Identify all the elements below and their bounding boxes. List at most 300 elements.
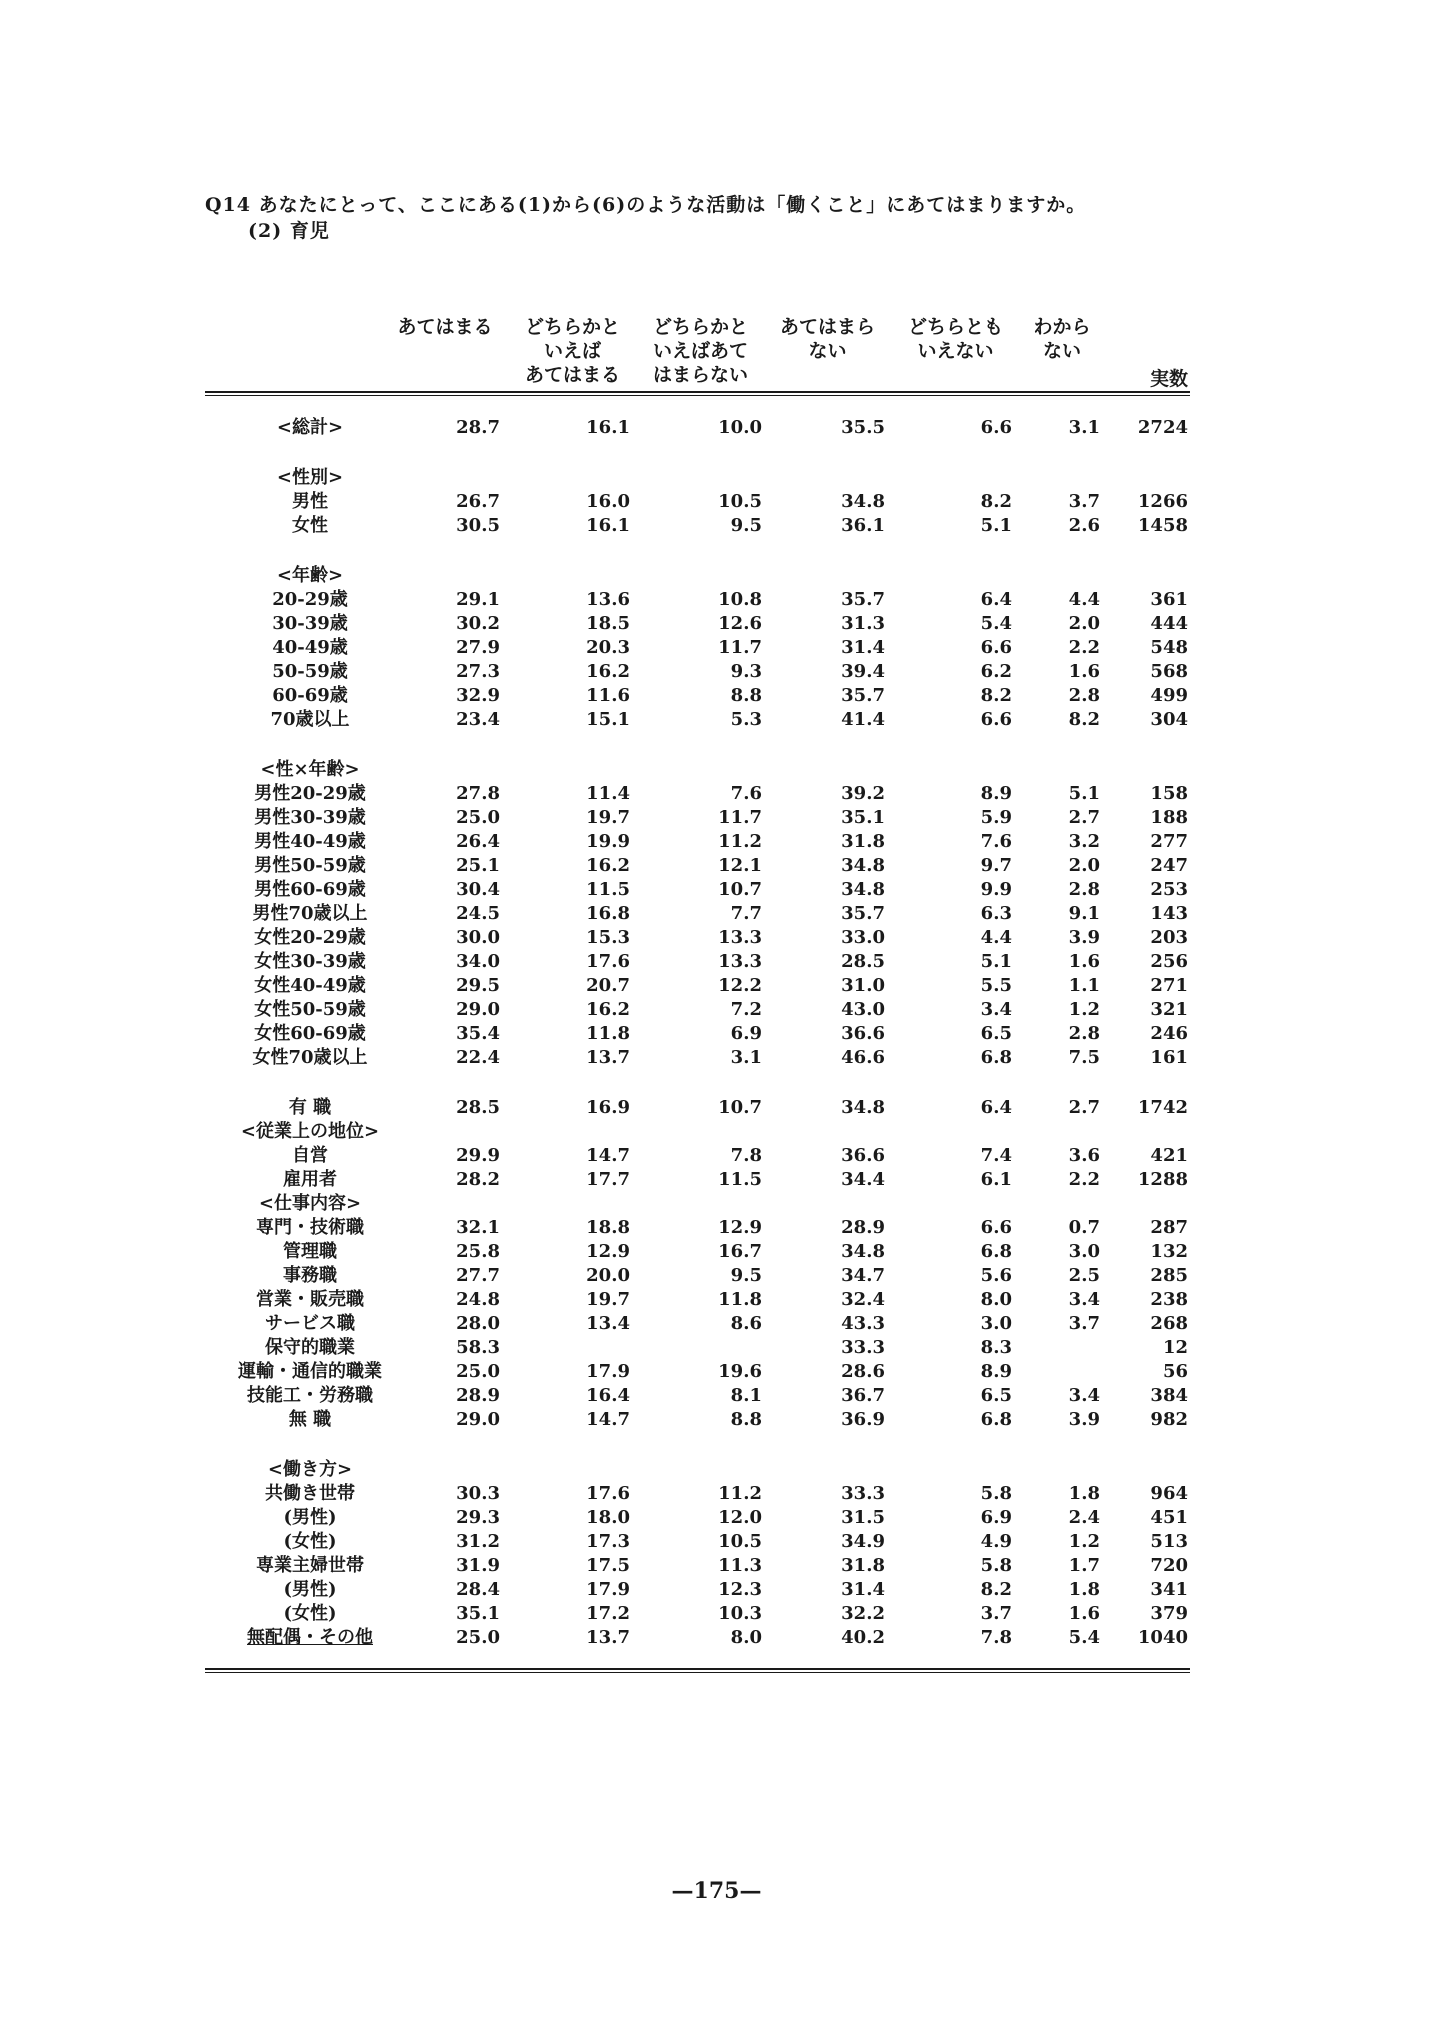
percent-cell: 3.0 [980, 1313, 1012, 1334]
percent-cell: 28.6 [841, 1361, 885, 1382]
percent-cell: 33.0 [841, 927, 885, 948]
percent-cell: 6.8 [980, 1047, 1012, 1068]
table-row [0, 1240, 1433, 1264]
percent-cell: 29.9 [456, 1145, 500, 1166]
percent-cell: 1.8 [1068, 1483, 1100, 1504]
percent-cell: 1.6 [1068, 661, 1100, 682]
percent-cell: 7.4 [980, 1145, 1012, 1166]
column-header-line: わから [1033, 316, 1091, 338]
percent-cell: 28.7 [456, 417, 500, 438]
table-row [0, 1264, 1433, 1288]
percent-cell: 19.7 [586, 807, 630, 828]
percent-cell: 31.4 [841, 1579, 885, 1600]
percent-cell: 16.4 [586, 1385, 630, 1406]
table-row [0, 636, 1433, 660]
row-label: 男性 [292, 491, 328, 512]
percent-cell: 2.2 [1068, 1169, 1100, 1190]
table-row [0, 950, 1433, 974]
count-cell: 143 [1150, 903, 1188, 924]
percent-cell: 3.7 [980, 1603, 1012, 1624]
percent-cell: 1.2 [1068, 1531, 1100, 1552]
table-row [0, 758, 1433, 782]
percent-cell: 34.8 [841, 855, 885, 876]
row-label: 専業主婦世帯 [256, 1555, 364, 1576]
percent-cell: 13.4 [586, 1313, 630, 1334]
row-label: 男性20-29歳 [254, 783, 366, 804]
percent-cell: 1.1 [1068, 975, 1100, 996]
column-header-line: ない [808, 340, 847, 362]
percent-cell: 11.7 [718, 807, 762, 828]
percent-cell: 29.0 [456, 1409, 500, 1430]
percent-cell: 2.6 [1068, 515, 1100, 536]
row-label: 運輸・通信的職業 [238, 1361, 382, 1382]
percent-cell: 10.3 [718, 1603, 762, 1624]
column-header-line: どちらかと [524, 316, 620, 338]
percent-cell: 12.3 [718, 1579, 762, 1600]
percent-cell: 4.4 [980, 927, 1012, 948]
percent-cell: 46.6 [841, 1047, 885, 1068]
table-row [0, 1530, 1433, 1554]
percent-cell: 7.7 [730, 903, 762, 924]
column-header-line: あてはまる [524, 364, 620, 386]
percent-cell: 4.4 [1068, 589, 1100, 610]
percent-cell: 16.1 [586, 515, 630, 536]
percent-cell: 5.3 [730, 709, 762, 730]
percent-cell: 43.3 [841, 1313, 885, 1334]
percent-cell: 25.0 [456, 1627, 500, 1648]
row-label: (女性) [283, 1603, 337, 1624]
table-row [0, 416, 1433, 440]
count-cell: 379 [1150, 1603, 1188, 1624]
table-row [0, 1360, 1433, 1384]
count-cell: 188 [1150, 807, 1188, 828]
percent-cell: 10.7 [718, 879, 762, 900]
count-cell: 1458 [1137, 515, 1188, 536]
percent-cell: 31.2 [456, 1531, 500, 1552]
column-header-count: 実数 [1149, 368, 1188, 390]
count-cell: 1040 [1137, 1627, 1188, 1648]
table-row [0, 854, 1433, 878]
percent-cell: 14.7 [586, 1409, 630, 1430]
column-header-line: いえば [543, 340, 601, 362]
percent-cell: 19.7 [586, 1289, 630, 1310]
percent-cell: 25.0 [456, 1361, 500, 1382]
column-header-line: いえばあて [652, 340, 748, 362]
percent-cell: 8.1 [730, 1385, 762, 1406]
percent-cell: 17.9 [586, 1361, 630, 1382]
percent-cell: 23.4 [456, 709, 500, 730]
percent-cell: 12.0 [718, 1507, 762, 1528]
percent-cell: 34.8 [841, 1097, 885, 1118]
percent-cell: 10.5 [718, 491, 762, 512]
percent-cell: 17.6 [586, 951, 630, 972]
percent-cell: 29.5 [456, 975, 500, 996]
count-cell: 421 [1150, 1145, 1188, 1166]
table-row [0, 902, 1433, 926]
column-header-line: あてはまら [779, 316, 875, 338]
table-row [0, 1144, 1433, 1168]
percent-cell: 6.5 [980, 1385, 1012, 1406]
percent-cell: 2.7 [1068, 807, 1100, 828]
table-row [0, 1408, 1433, 1432]
row-label: 女性70歳以上 [252, 1047, 368, 1068]
percent-cell: 8.0 [980, 1289, 1012, 1310]
percent-cell: 16.8 [586, 903, 630, 924]
percent-cell: 33.3 [841, 1337, 885, 1358]
percent-cell: 3.7 [1068, 491, 1100, 512]
count-cell: 964 [1150, 1483, 1188, 1504]
percent-cell: 39.2 [841, 783, 885, 804]
percent-cell: 30.3 [456, 1483, 500, 1504]
percent-cell: 6.4 [980, 589, 1012, 610]
page-number: —175— [671, 1878, 762, 1904]
percent-cell: 30.5 [456, 515, 500, 536]
table-row [0, 1336, 1433, 1360]
percent-cell: 16.2 [586, 855, 630, 876]
column-header-line: あてはまる [397, 316, 493, 338]
percent-cell: 13.3 [718, 951, 762, 972]
percent-cell: 6.6 [980, 1217, 1012, 1238]
percent-cell: 35.7 [841, 589, 885, 610]
percent-cell: 29.0 [456, 999, 500, 1020]
percent-cell: 11.2 [718, 1483, 762, 1504]
table-row [0, 926, 1433, 950]
table-row [0, 1578, 1433, 1602]
percent-cell: 26.7 [456, 491, 500, 512]
table-row [0, 490, 1433, 514]
percent-cell: 12.9 [718, 1217, 762, 1238]
count-cell: 304 [1150, 709, 1188, 730]
table-row [0, 588, 1433, 612]
percent-cell: 31.9 [456, 1555, 500, 1576]
percent-cell: 4.9 [980, 1531, 1012, 1552]
row-label: 20-29歳 [272, 589, 348, 610]
percent-cell: 8.9 [980, 1361, 1012, 1382]
row-label: <性×年齢> [260, 759, 360, 780]
table-row [0, 1120, 1433, 1144]
row-label: 専門・技術職 [256, 1217, 364, 1238]
percent-cell: 8.2 [980, 685, 1012, 706]
percent-cell: 8.2 [980, 1579, 1012, 1600]
percent-cell: 11.5 [586, 879, 630, 900]
row-label: 30-39歳 [272, 613, 348, 634]
percent-cell: 16.7 [718, 1241, 762, 1262]
row-label: 男性70歳以上 [252, 903, 368, 924]
row-label: 60-69歳 [272, 685, 348, 706]
percent-cell: 32.2 [841, 1603, 885, 1624]
percent-cell: 36.7 [841, 1385, 885, 1406]
column-header-line: どちらかと [652, 316, 748, 338]
count-cell: 246 [1150, 1023, 1188, 1044]
table-row [0, 684, 1433, 708]
count-cell: 247 [1150, 855, 1188, 876]
percent-cell: 35.1 [841, 807, 885, 828]
percent-cell: 34.8 [841, 1241, 885, 1262]
percent-cell: 2.0 [1068, 613, 1100, 634]
percent-cell: 12.2 [718, 975, 762, 996]
percent-cell: 2.8 [1068, 1023, 1100, 1044]
percent-cell: 7.6 [980, 831, 1012, 852]
percent-cell: 6.6 [980, 417, 1012, 438]
row-label: 男性50-59歳 [254, 855, 366, 876]
row-label: (男性) [283, 1579, 337, 1600]
table-row [0, 1046, 1433, 1070]
percent-cell: 10.7 [718, 1097, 762, 1118]
table-row [0, 612, 1433, 636]
percent-cell: 5.1 [980, 951, 1012, 972]
percent-cell: 39.4 [841, 661, 885, 682]
percent-cell: 10.5 [718, 1531, 762, 1552]
row-label: 女性50-59歳 [254, 999, 366, 1020]
percent-cell: 5.6 [980, 1265, 1012, 1286]
table-row [0, 974, 1433, 998]
row-label: (男性) [283, 1507, 337, 1528]
percent-cell: 12.9 [586, 1241, 630, 1262]
percent-cell: 35.4 [456, 1023, 500, 1044]
count-cell: 499 [1150, 685, 1188, 706]
percent-cell: 25.1 [456, 855, 500, 876]
percent-cell: 3.4 [1068, 1289, 1100, 1310]
percent-cell: 1.6 [1068, 1603, 1100, 1624]
table-row [0, 1458, 1433, 1482]
count-cell: 548 [1150, 637, 1188, 658]
percent-cell: 19.6 [718, 1361, 762, 1382]
table-row [0, 1384, 1433, 1408]
percent-cell: 17.2 [586, 1603, 630, 1624]
column-header-line: ない [1042, 340, 1081, 362]
count-cell: 56 [1162, 1361, 1188, 1382]
percent-cell: 5.1 [980, 515, 1012, 536]
count-cell: 253 [1150, 879, 1188, 900]
column-header-line: はまらない [652, 364, 748, 386]
percent-cell: 36.6 [841, 1023, 885, 1044]
percent-cell: 31.8 [841, 831, 885, 852]
row-label: 無配偶・その他 [247, 1627, 373, 1648]
row-label: 女性30-39歳 [254, 951, 366, 972]
percent-cell: 16.2 [586, 999, 630, 1020]
count-cell: 268 [1150, 1313, 1188, 1334]
count-cell: 1288 [1137, 1169, 1188, 1190]
percent-cell: 32.9 [456, 685, 500, 706]
percent-cell: 13.7 [586, 1627, 630, 1648]
row-label: 自営 [292, 1145, 328, 1166]
percent-cell: 9.7 [980, 855, 1012, 876]
percent-cell: 30.0 [456, 927, 500, 948]
count-cell: 384 [1150, 1385, 1188, 1406]
percent-cell: 11.8 [586, 1023, 630, 1044]
percent-cell: 8.8 [730, 1409, 762, 1430]
percent-cell: 3.1 [1068, 417, 1100, 438]
percent-cell: 6.1 [980, 1169, 1012, 1190]
percent-cell: 8.9 [980, 783, 1012, 804]
percent-cell: 9.3 [730, 661, 762, 682]
percent-cell: 11.2 [718, 831, 762, 852]
count-cell: 277 [1150, 831, 1188, 852]
row-label: 保守的職業 [265, 1337, 355, 1358]
percent-cell: 5.4 [980, 613, 1012, 634]
percent-cell: 25.8 [456, 1241, 500, 1262]
percent-cell: 35.5 [841, 417, 885, 438]
row-label: 営業・販売職 [256, 1289, 364, 1310]
row-label: 技能工・労務職 [247, 1385, 373, 1406]
row-label: 有 職 [288, 1097, 332, 1118]
count-cell: 256 [1150, 951, 1188, 972]
percent-cell: 20.3 [586, 637, 630, 658]
row-label: 無 職 [288, 1409, 332, 1430]
percent-cell: 6.6 [980, 637, 1012, 658]
percent-cell: 8.2 [1068, 709, 1100, 730]
percent-cell: 10.8 [718, 589, 762, 610]
row-label: <仕事内容> [258, 1193, 362, 1214]
percent-cell: 31.4 [841, 637, 885, 658]
percent-cell: 28.5 [456, 1097, 500, 1118]
percent-cell: 2.8 [1068, 685, 1100, 706]
row-label: <総計> [276, 417, 344, 438]
percent-cell: 17.9 [586, 1579, 630, 1600]
table-row [0, 1022, 1433, 1046]
row-label: 女性 [292, 515, 328, 536]
table-row [0, 1482, 1433, 1506]
percent-cell: 27.8 [456, 783, 500, 804]
percent-cell: 13.6 [586, 589, 630, 610]
row-label: 男性40-49歳 [254, 831, 366, 852]
percent-cell: 17.3 [586, 1531, 630, 1552]
count-cell: 287 [1150, 1217, 1188, 1238]
table-row [0, 1288, 1433, 1312]
percent-cell: 16.2 [586, 661, 630, 682]
row-label: 50-59歳 [272, 661, 348, 682]
percent-cell: 1.7 [1068, 1555, 1100, 1576]
percent-cell: 13.3 [718, 927, 762, 948]
percent-cell: 3.1 [730, 1047, 762, 1068]
count-cell: 132 [1150, 1241, 1188, 1262]
percent-cell: 10.0 [718, 417, 762, 438]
percent-cell: 15.1 [586, 709, 630, 730]
percent-cell: 11.8 [718, 1289, 762, 1310]
percent-cell: 2.8 [1068, 879, 1100, 900]
table-row [0, 1554, 1433, 1578]
percent-cell: 3.4 [1068, 1385, 1100, 1406]
percent-cell: 20.0 [586, 1265, 630, 1286]
percent-cell: 6.8 [980, 1241, 1012, 1262]
table-row [0, 660, 1433, 684]
percent-cell: 2.2 [1068, 637, 1100, 658]
count-cell: 161 [1150, 1047, 1188, 1068]
percent-cell: 32.1 [456, 1217, 500, 1238]
percent-cell: 15.3 [586, 927, 630, 948]
percent-cell: 2.7 [1068, 1097, 1100, 1118]
percent-cell: 30.2 [456, 613, 500, 634]
table-row [0, 466, 1433, 490]
count-cell: 982 [1150, 1409, 1188, 1430]
row-label: サービス職 [265, 1313, 355, 1334]
percent-cell: 11.3 [718, 1555, 762, 1576]
row-label: 70歳以上 [270, 709, 350, 730]
row-label: 男性30-39歳 [254, 807, 366, 828]
percent-cell: 17.7 [586, 1169, 630, 1190]
table-row [0, 998, 1433, 1022]
table-bottom-rule [205, 1668, 1190, 1670]
percent-cell: 31.8 [841, 1555, 885, 1576]
percent-cell: 18.0 [586, 1507, 630, 1528]
percent-cell: 8.8 [730, 685, 762, 706]
count-cell: 271 [1150, 975, 1188, 996]
percent-cell: 1.8 [1068, 1579, 1100, 1600]
percent-cell: 12.1 [718, 855, 762, 876]
percent-cell: 25.0 [456, 807, 500, 828]
count-cell: 513 [1150, 1531, 1188, 1552]
percent-cell: 6.2 [980, 661, 1012, 682]
percent-cell: 3.4 [980, 999, 1012, 1020]
percent-cell: 5.1 [1068, 783, 1100, 804]
row-label: <働き方> [267, 1459, 353, 1480]
count-cell: 2724 [1137, 417, 1188, 438]
percent-cell: 33.3 [841, 1483, 885, 1504]
table-row [0, 1216, 1433, 1240]
percent-cell: 3.9 [1068, 927, 1100, 948]
percent-cell: 41.4 [841, 709, 885, 730]
count-cell: 203 [1150, 927, 1188, 948]
count-cell: 451 [1150, 1507, 1188, 1528]
percent-cell: 8.2 [980, 491, 1012, 512]
percent-cell: 14.7 [586, 1145, 630, 1166]
row-label: 40-49歳 [272, 637, 348, 658]
table-row [0, 830, 1433, 854]
percent-cell: 16.1 [586, 417, 630, 438]
percent-cell: 5.9 [980, 807, 1012, 828]
percent-cell: 18.8 [586, 1217, 630, 1238]
percent-cell: 34.9 [841, 1531, 885, 1552]
percent-cell: 3.9 [1068, 1409, 1100, 1430]
percent-cell: 8.6 [730, 1313, 762, 1334]
table-row [0, 1312, 1433, 1336]
percent-cell: 26.4 [456, 831, 500, 852]
percent-cell: 30.4 [456, 879, 500, 900]
table-row [0, 564, 1433, 588]
percent-cell: 18.5 [586, 613, 630, 634]
percent-cell: 0.7 [1068, 1217, 1100, 1238]
row-label: 男性60-69歳 [254, 879, 366, 900]
percent-cell: 34.8 [841, 879, 885, 900]
count-cell: 568 [1150, 661, 1188, 682]
row-label: 事務職 [283, 1265, 337, 1286]
row-label: 女性20-29歳 [254, 927, 366, 948]
percent-cell: 32.4 [841, 1289, 885, 1310]
count-cell: 238 [1150, 1289, 1188, 1310]
count-cell: 12 [1162, 1337, 1188, 1358]
percent-cell: 3.0 [1068, 1241, 1100, 1262]
count-cell: 158 [1150, 783, 1188, 804]
row-label: (女性) [283, 1531, 337, 1552]
percent-cell: 13.7 [586, 1047, 630, 1068]
percent-cell: 19.9 [586, 831, 630, 852]
percent-cell: 36.6 [841, 1145, 885, 1166]
percent-cell: 28.0 [456, 1313, 500, 1334]
percent-cell: 35.7 [841, 685, 885, 706]
percent-cell: 7.8 [980, 1627, 1012, 1648]
percent-cell: 6.5 [980, 1023, 1012, 1044]
table-row [0, 1602, 1433, 1626]
count-cell: 361 [1150, 589, 1188, 610]
table-row [0, 708, 1433, 732]
percent-cell: 6.8 [980, 1409, 1012, 1430]
percent-cell: 28.9 [456, 1385, 500, 1406]
percent-cell: 31.3 [841, 613, 885, 634]
percent-cell: 5.8 [980, 1483, 1012, 1504]
table-row [0, 1192, 1433, 1216]
percent-cell: 27.9 [456, 637, 500, 658]
row-label: <年齢> [276, 565, 344, 586]
